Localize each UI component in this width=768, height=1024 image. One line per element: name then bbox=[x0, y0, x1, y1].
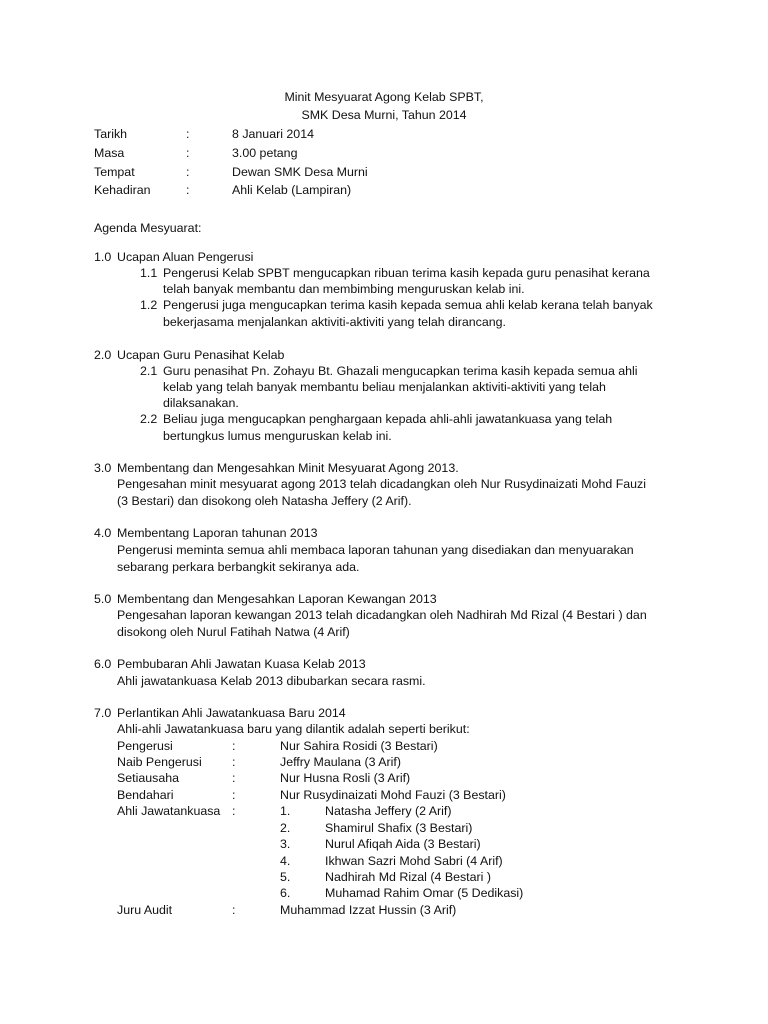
role-colon: : bbox=[232, 771, 236, 785]
section-text: (3 Bestari) dan disokong oleh Natasha Jeffery (2 Arif). bbox=[117, 494, 412, 508]
meta-colon: : bbox=[186, 146, 190, 160]
meta-colon: : bbox=[186, 183, 190, 197]
section-title: Membentang dan Mengesahkan Laporan Kewangan 2013 bbox=[117, 592, 437, 606]
committee-number: 6. bbox=[280, 886, 291, 900]
item-text: Pengerusi Kelab SPBT mengucapkan ribuan terima kasih kepada guru penasihat kerana bbox=[163, 266, 650, 280]
section-text: Ahli jawatankuasa Kelab 2013 dibubarkan secara rasmi. bbox=[117, 674, 426, 688]
meta-value-tempat: Dewan SMK Desa Murni bbox=[232, 165, 368, 179]
section-text: disokong oleh Nurul Fatihah Natwa (4 Arif) bbox=[117, 625, 350, 639]
item-number: 2.2 bbox=[140, 412, 158, 426]
role-value-setiausaha: Nur Husna Rosli (3 Arif) bbox=[280, 771, 411, 785]
section-number: 7.0 bbox=[94, 706, 112, 720]
section-number: 3.0 bbox=[94, 461, 112, 475]
role-colon: : bbox=[232, 755, 236, 769]
section-text: Ahli-ahli Jawatankuasa baru yang dilantik adalah seperti berikut: bbox=[117, 722, 470, 736]
section-title: Perlantikan Ahli Jawatankuasa Baru 2014 bbox=[117, 706, 346, 720]
committee-number: 1. bbox=[280, 804, 291, 818]
item-text: Beliau juga mengucapkan penghargaan kepada ahli-ahli jawatankuasa yang telah bbox=[163, 412, 613, 426]
committee-member: Natasha Jeffery (2 Arif) bbox=[325, 804, 452, 818]
role-value-bendahari: Nur Rusydinaizati Mohd Fauzi (3 Bestari) bbox=[280, 788, 506, 802]
role-value-pengerusi: Nur Sahira Rosidi (3 Bestari) bbox=[280, 739, 438, 753]
section-title: Pembubaran Ahli Jawatan Kuasa Kelab 2013 bbox=[117, 657, 366, 671]
section-title: Ucapan Aluan Pengerusi bbox=[117, 250, 254, 264]
role-colon: : bbox=[232, 903, 236, 917]
role-colon: : bbox=[232, 804, 236, 818]
role-colon: : bbox=[232, 739, 236, 753]
section-number: 5.0 bbox=[94, 592, 112, 606]
role-label-ahli-jawatankuasa: Ahli Jawatankuasa bbox=[117, 804, 221, 818]
item-text: bertungkus lumus menguruskan kelab ini. bbox=[163, 429, 392, 443]
meta-label-tempat: Tempat bbox=[94, 165, 135, 179]
role-label-setiausaha: Setiausaha bbox=[117, 771, 180, 785]
meta-colon: : bbox=[186, 127, 190, 141]
meta-label-tarikh: Tarikh bbox=[94, 127, 128, 141]
meta-label-masa: Masa bbox=[94, 146, 125, 160]
doc-title-line2: SMK Desa Murni, Tahun 2014 bbox=[301, 108, 467, 122]
item-text: telah banyak membantu dan membimbing menguruskan kelab ini. bbox=[163, 282, 525, 296]
role-value-naib-pengerusi: Jeffry Maulana (3 Arif) bbox=[280, 755, 401, 769]
item-number: 2.1 bbox=[140, 364, 158, 378]
role-label-juru-audit: Juru Audit bbox=[117, 903, 173, 917]
meta-value-kehadiran: Ahli Kelab (Lampiran) bbox=[232, 183, 352, 197]
section-title: Ucapan Guru Penasihat Kelab bbox=[117, 348, 285, 362]
committee-number: 5. bbox=[280, 870, 291, 884]
role-label-naib-pengerusi: Naib Pengerusi bbox=[117, 755, 202, 769]
section-text: Pengerusi meminta semua ahli membaca laporan tahunan yang disediakan dan menyuarakan bbox=[117, 543, 634, 557]
item-text: bekerjasama menjalankan aktiviti-aktiviti yang telah dirancang. bbox=[163, 315, 506, 329]
role-label-pengerusi: Pengerusi bbox=[117, 739, 173, 753]
section-number: 2.0 bbox=[94, 348, 112, 362]
role-value-juru-audit: Muhammad Izzat Hussin (3 Arif) bbox=[280, 903, 457, 917]
section-text: Pengesahan laporan kewangan 2013 telah dicadangkan oleh Nadhirah Md Rizal (4 Bestari ) dan bbox=[117, 608, 647, 622]
committee-number: 2. bbox=[280, 821, 291, 835]
item-text: dilaksanakan. bbox=[163, 396, 239, 410]
section-number: 4.0 bbox=[94, 526, 112, 540]
committee-member: Nurul Afiqah Aida (3 Bestari) bbox=[325, 837, 481, 851]
meta-value-tarikh: 8 Januari 2014 bbox=[232, 127, 314, 141]
role-label-bendahari: Bendahari bbox=[117, 788, 174, 802]
section-title: Membentang dan Mengesahkan Minit Mesyuarat Agong 2013. bbox=[117, 461, 459, 475]
doc-title-line1: Minit Mesyuarat Agong Kelab SPBT, bbox=[284, 90, 484, 104]
section-text: sebarang perkara berbangkit sekiranya ada. bbox=[117, 560, 360, 574]
committee-number: 4. bbox=[280, 854, 291, 868]
section-number: 1.0 bbox=[94, 250, 112, 264]
committee-member: Shamirul Shafix (3 Bestari) bbox=[325, 821, 473, 835]
item-number: 1.2 bbox=[140, 298, 158, 312]
meta-label-kehadiran: Kehadiran bbox=[94, 183, 151, 197]
item-text: Pengerusi juga mengucapkan terima kasih kepada semua ahli kelab kerana telah banyak bbox=[163, 298, 653, 312]
section-number: 6.0 bbox=[94, 657, 112, 671]
committee-member: Muhamad Rahim Omar (5 Dedikasi) bbox=[325, 886, 524, 900]
committee-number: 3. bbox=[280, 837, 291, 851]
committee-member: Ikhwan Sazri Mohd Sabri (4 Arif) bbox=[325, 854, 503, 868]
agenda-heading: Agenda Mesyuarat: bbox=[94, 221, 202, 235]
item-text: kelab yang telah banyak membantu beliau menjalankan aktiviti-aktiviti yang telah bbox=[163, 380, 606, 394]
role-colon: : bbox=[232, 788, 236, 802]
section-title: Membentang Laporan tahunan 2013 bbox=[117, 526, 318, 540]
item-number: 1.1 bbox=[140, 266, 158, 280]
section-text: Pengesahan minit mesyuarat agong 2013 telah dicadangkan oleh Nur Rusydinaizati Mohd Fauzi bbox=[117, 477, 646, 491]
item-text: Guru penasihat Pn. Zohayu Bt. Ghazali mengucapkan terima kasih kepada semua ahli bbox=[163, 364, 638, 378]
committee-member: Nadhirah Md Rizal (4 Bestari ) bbox=[325, 870, 491, 884]
meta-colon: : bbox=[186, 165, 190, 179]
meta-value-masa: 3.00 petang bbox=[232, 146, 298, 160]
